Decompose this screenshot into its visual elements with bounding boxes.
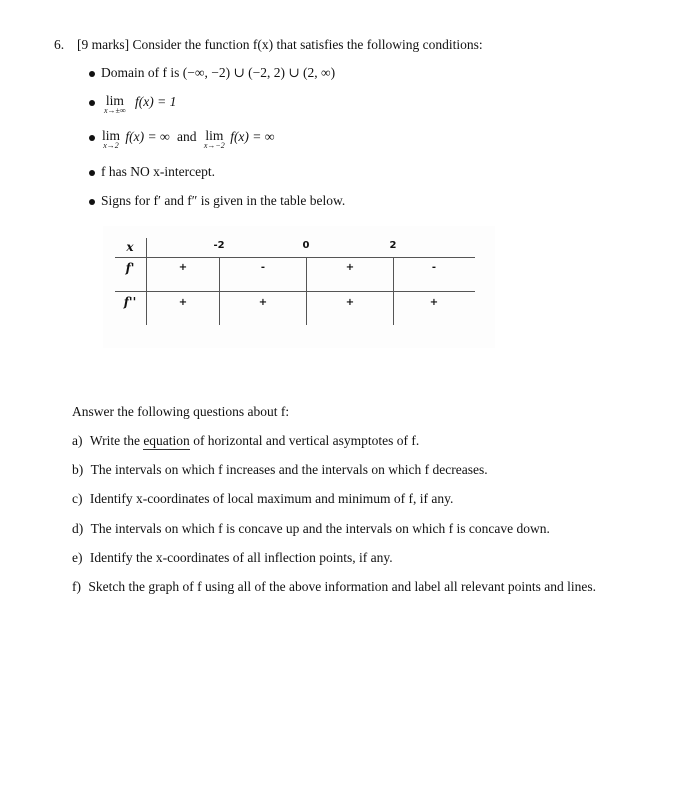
sign-cell: +: [345, 297, 355, 308]
part-text: The intervals on which f is concave up and the intervals on which f is concave down.: [90, 521, 550, 536]
condition-limit-infinity: [104, 94, 176, 115]
part-text: Identify x-coordinates of local maximum and minimum of f, if any.: [89, 491, 454, 506]
question-number: 6.: [54, 37, 65, 52]
answer-part-b: [72, 462, 488, 478]
answer-part-f: [72, 579, 596, 595]
sign-cell: -: [260, 262, 266, 273]
part-letter: c): [72, 491, 83, 506]
lim-word: lim: [105, 93, 124, 108]
sign-cell: +: [178, 262, 188, 273]
limit-expression: f(x) = 1: [135, 94, 177, 109]
condition-limit-vertical: [102, 129, 274, 150]
answer-part-a: [72, 433, 419, 449]
table-divider: [115, 257, 475, 258]
condition-signs: Signs for f′ and f″ is given in the table below.: [101, 193, 346, 208]
answer-part-c: [72, 491, 453, 507]
part-text: Identify the x-coordinates of all inflection points, if any.: [89, 550, 393, 565]
bullet-dot: [89, 135, 95, 141]
table-point: 0: [302, 240, 310, 251]
part-letter: f): [72, 579, 81, 594]
bullet-dot: [89, 71, 95, 77]
sign-cell: +: [345, 262, 355, 273]
part-text: Sketch the graph of f using all of the above information and label all relevant points and lines.: [88, 579, 596, 594]
sign-cell: -: [431, 262, 437, 273]
table-point: -2: [213, 240, 225, 251]
answer-intro: Answer the following questions about f:: [72, 404, 290, 419]
and-word: and: [176, 129, 197, 144]
answer-part-d: [72, 521, 550, 537]
lim-word: lim: [102, 128, 121, 143]
answer-part-e: [72, 550, 393, 566]
part-letter: e): [72, 550, 83, 565]
part-text: The intervals on which f increases and the intervals on which f decreases.: [90, 462, 488, 477]
table-row-label: f'': [123, 295, 137, 309]
bullet-dot: [89, 199, 95, 205]
equation-link[interactable]: equation: [143, 433, 190, 448]
lim-subscript: x→−2: [203, 141, 225, 150]
question-header: [9 marks] Consider the function f(x) that satisfies the following conditions:: [77, 37, 483, 52]
condition-no-intercept: f has NO x-intercept.: [101, 164, 215, 179]
table-divider: [115, 291, 475, 292]
limit-expression: f(x) = ∞: [230, 129, 275, 144]
sign-table: [103, 226, 495, 348]
condition-domain: Domain of f is (−∞, −2) ∪ (−2, 2) ∪ (2, ∞): [101, 65, 336, 80]
table-divider: [146, 238, 147, 325]
part-text: Write the: [89, 433, 144, 448]
limit-expression: f(x) = ∞: [125, 129, 170, 144]
table-row-label: f': [125, 261, 135, 275]
lim-subscript: x→2: [103, 141, 119, 150]
part-text: of horizontal and vertical asymptotes of f.: [189, 433, 420, 448]
table-x-label: x: [126, 240, 134, 254]
bullet-dot: [89, 100, 95, 106]
sign-cell: +: [429, 297, 439, 308]
bullet-dot: [89, 170, 95, 176]
sign-cell: +: [258, 297, 268, 308]
table-point: 2: [389, 240, 397, 251]
lim-word: lim: [205, 128, 224, 143]
part-letter: d): [72, 521, 84, 536]
part-letter: a): [72, 433, 83, 448]
lim-subscript: x→±∞: [104, 106, 126, 115]
sign-cell: +: [178, 297, 188, 308]
part-letter: b): [72, 462, 84, 477]
